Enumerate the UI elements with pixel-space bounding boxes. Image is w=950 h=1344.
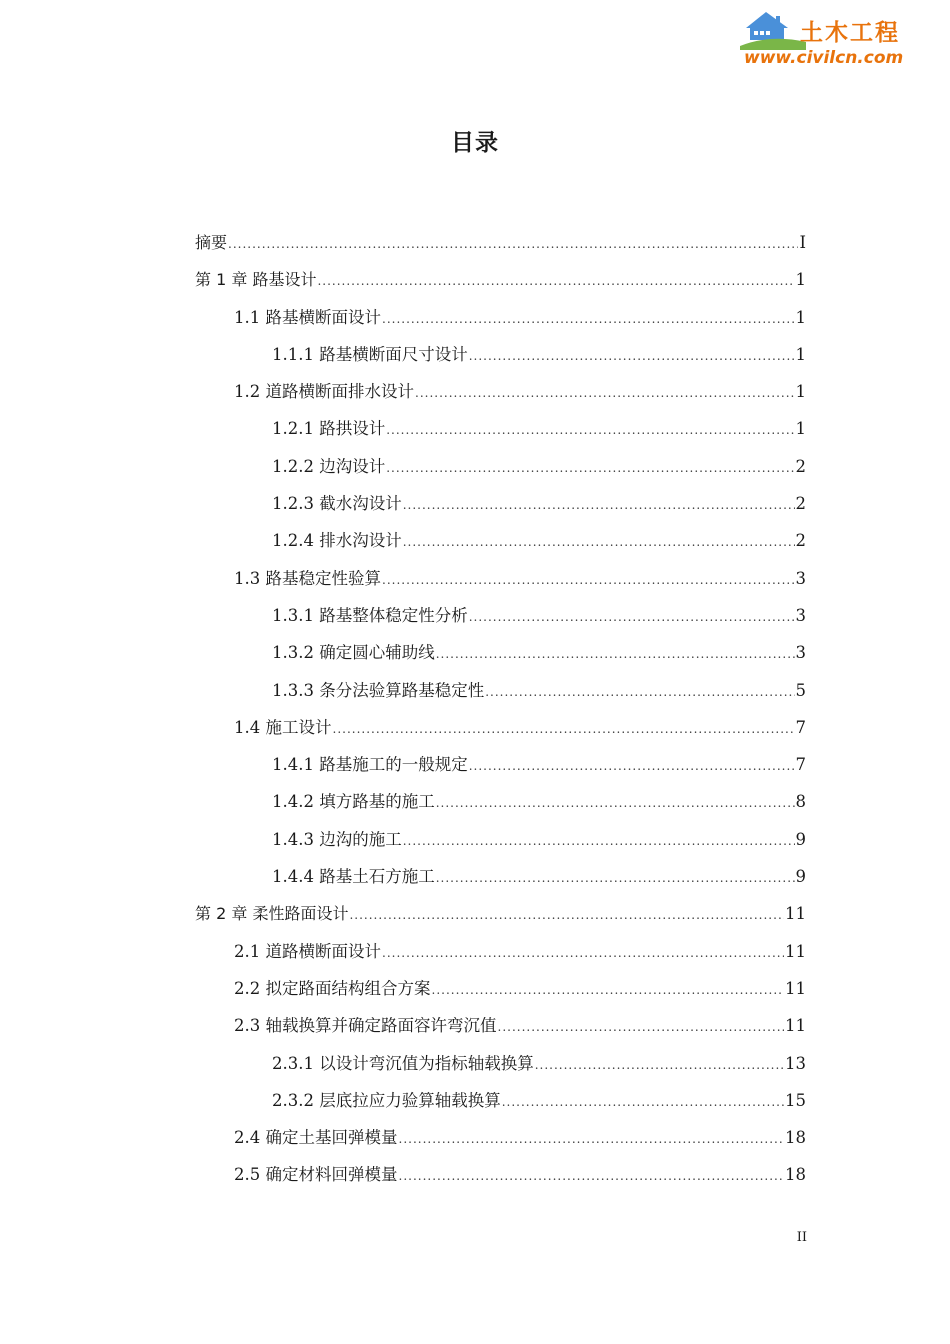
- toc-entry-page: 11: [785, 978, 806, 998]
- toc-entry[interactable]: [195, 597, 806, 634]
- toc-dot-leader: [333, 711, 795, 748]
- toc-dot-leader: [436, 785, 795, 822]
- toc-dot-leader: [436, 636, 795, 673]
- toc-entry-title: 2.3 轴载换算并确定路面容许弯沉值: [234, 1016, 497, 1036]
- toc-entry[interactable]: [195, 1156, 806, 1193]
- toc-entry[interactable]: [195, 1119, 806, 1156]
- toc-entry[interactable]: [195, 448, 806, 485]
- toc-entry[interactable]: [195, 933, 806, 970]
- toc-entry[interactable]: [195, 373, 806, 410]
- toc-entry-page: 1: [795, 419, 806, 439]
- site-logo: [740, 6, 940, 70]
- toc-entry[interactable]: [195, 1007, 806, 1044]
- toc-entry-title: 2.3.1 以设计弯沉值为指标轴载换算: [272, 1053, 534, 1073]
- toc-dot-leader: [349, 897, 784, 934]
- toc-entry-page: 8: [795, 792, 806, 812]
- toc-dot-leader: [403, 487, 795, 524]
- toc-entry-page: 1: [795, 382, 806, 402]
- toc-dot-leader: [469, 338, 795, 375]
- toc-entry-title: 第 1 章 路基设计: [195, 270, 317, 290]
- toc-entry-page: 7: [795, 717, 806, 737]
- toc-dot-leader: [432, 972, 785, 1009]
- toc-entry[interactable]: [195, 634, 806, 671]
- toc-entry[interactable]: [195, 336, 806, 373]
- toc-dot-leader: [386, 412, 794, 449]
- toc-dot-leader: [485, 674, 794, 711]
- toc-entry-page: 5: [795, 680, 806, 700]
- toc-entry-page: 9: [795, 829, 806, 849]
- toc-entry-title: 1.4.4 路基土石方施工: [272, 867, 435, 887]
- toc-dot-leader: [382, 301, 795, 338]
- toc-entry[interactable]: [195, 560, 806, 597]
- toc-dot-leader: [228, 226, 798, 263]
- toc-dot-leader: [317, 263, 794, 300]
- toc-entry-title: 1.3.2 确定圆心辅助线: [272, 643, 435, 663]
- toc-dot-leader: [469, 748, 795, 785]
- toc-entry-title: 2.1 道路横断面设计: [234, 941, 381, 961]
- toc-entry-page: 18: [785, 1128, 806, 1148]
- toc-entry-title: 1.2 道路横断面排水设计: [234, 382, 414, 402]
- toc-entry-title: 2.3.2 层底拉应力验算轴载换算: [272, 1090, 501, 1110]
- toc-entry-title: 2.5 确定材料回弹模量: [234, 1165, 398, 1185]
- table-of-contents: [195, 224, 806, 1194]
- toc-entry-page: 3: [795, 605, 806, 625]
- toc-entry-page: 11: [785, 1016, 806, 1036]
- toc-dot-leader: [382, 935, 784, 972]
- toc-entry[interactable]: [195, 858, 806, 895]
- toc-entry-title: 1.3.1 路基整体稳定性分析: [272, 605, 468, 625]
- toc-entry-page: 3: [795, 643, 806, 663]
- toc-entry-title: 1.3 路基稳定性验算: [234, 568, 381, 588]
- toc-entry[interactable]: [195, 522, 806, 559]
- toc-entry-title: 1.1 路基横断面设计: [234, 307, 381, 327]
- toc-entry-page: 11: [785, 904, 806, 924]
- toc-dot-leader: [436, 860, 795, 897]
- toc-entry[interactable]: [195, 895, 806, 932]
- toc-entry-page: 1: [795, 307, 806, 327]
- toc-entry-page: 9: [795, 867, 806, 887]
- toc-entry-title: 1.2.1 路拱设计: [272, 419, 386, 439]
- toc-entry[interactable]: [195, 746, 806, 783]
- toc-entry-page: 7: [795, 755, 806, 775]
- toc-dot-leader: [469, 599, 795, 636]
- toc-entry-title: 1.2.2 边沟设计: [272, 456, 386, 476]
- toc-dot-leader: [399, 1158, 785, 1195]
- toc-entry-title: 2.4 确定土基回弹模量: [234, 1128, 398, 1148]
- toc-entry[interactable]: [195, 299, 806, 336]
- toc-entry-title: 1.4 施工设计: [234, 717, 332, 737]
- toc-entry-page: 15: [785, 1090, 806, 1110]
- toc-dot-leader: [415, 375, 795, 412]
- toc-entry-page: 2: [795, 456, 806, 476]
- toc-entry-page: 18: [785, 1165, 806, 1185]
- logo-text: 土木工程: [800, 20, 900, 46]
- toc-dot-leader: [502, 1084, 784, 1121]
- toc-entry-page: 1: [795, 344, 806, 364]
- toc-entry[interactable]: [195, 1082, 806, 1119]
- toc-entry[interactable]: [195, 224, 806, 261]
- toc-entry-title: 摘要: [195, 233, 228, 252]
- toc-entry[interactable]: [195, 821, 806, 858]
- toc-entry-title: 1.2.4 排水沟设计: [272, 531, 402, 551]
- toc-entry-title: 第 2 章 柔性路面设计: [195, 904, 349, 924]
- toc-dot-leader: [382, 562, 795, 599]
- toc-entry-title: 1.4.1 路基施工的一般规定: [272, 755, 468, 775]
- toc-entry-page: 1: [795, 270, 806, 290]
- toc-entry[interactable]: [195, 783, 806, 820]
- toc-entry-page: I: [799, 233, 806, 252]
- toc-entry[interactable]: [195, 709, 806, 746]
- toc-entry-page: 2: [795, 494, 806, 514]
- toc-dot-leader: [386, 450, 794, 487]
- toc-entry-page: 3: [795, 568, 806, 588]
- logo-url: www.civilcn.com: [744, 48, 904, 68]
- toc-entry[interactable]: [195, 485, 806, 522]
- toc-entry[interactable]: [195, 261, 806, 298]
- toc-entry-page: 11: [785, 941, 806, 961]
- toc-entry[interactable]: [195, 1045, 806, 1082]
- toc-entry[interactable]: [195, 672, 806, 709]
- toc-dot-leader: [403, 823, 795, 860]
- toc-dot-leader: [399, 1121, 785, 1158]
- toc-entry-title: 1.4.3 边沟的施工: [272, 829, 402, 849]
- toc-entry-page: 2: [795, 531, 806, 551]
- toc-entry-title: 1.2.3 截水沟设计: [272, 494, 402, 514]
- page-number: II: [796, 1230, 807, 1245]
- toc-dot-leader: [498, 1009, 785, 1046]
- toc-entry[interactable]: [195, 970, 806, 1007]
- toc-entry-title: 2.2 拟定路面结构组合方案: [234, 978, 431, 998]
- toc-entry-title: 1.4.2 填方路基的施工: [272, 792, 435, 812]
- toc-entry-title: 1.3.3 条分法验算路基稳定性: [272, 680, 485, 700]
- toc-dot-leader: [535, 1047, 784, 1084]
- page-title: 目录: [451, 130, 499, 156]
- toc-entry-page: 13: [785, 1053, 806, 1073]
- toc-entry[interactable]: [195, 410, 806, 447]
- toc-dot-leader: [403, 524, 795, 561]
- toc-entry-title: 1.1.1 路基横断面尺寸设计: [272, 344, 468, 364]
